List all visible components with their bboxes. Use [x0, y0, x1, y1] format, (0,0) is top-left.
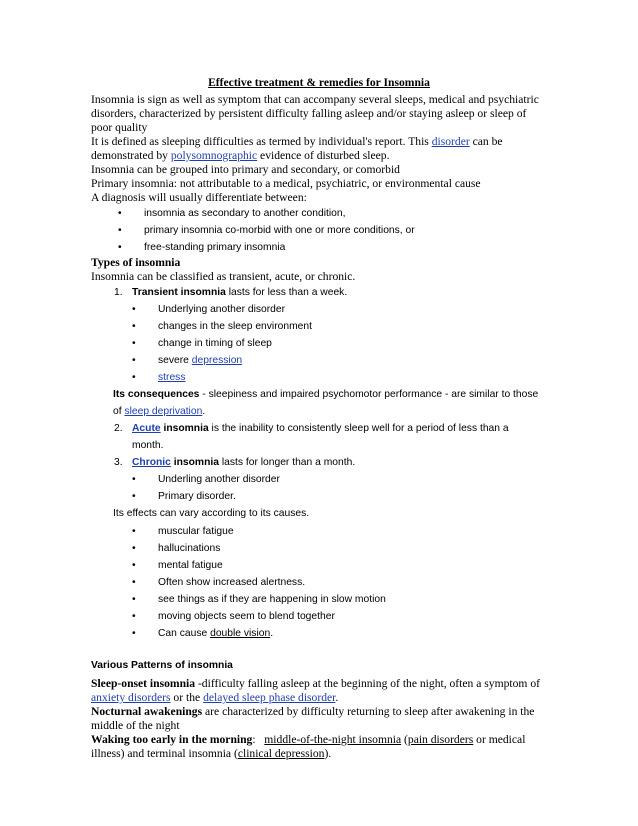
bullet-icon: •	[132, 491, 136, 502]
bullet-icon: •	[132, 304, 136, 315]
list-item: • primary insomnia co-morbid with one or more conditions, or	[118, 225, 415, 236]
bullet-icon: •	[132, 543, 136, 554]
pain-disorders-link[interactable]: pain disorders	[407, 733, 474, 746]
anxiety-disorders-link[interactable]: anxiety disorders	[91, 691, 171, 704]
patterns-heading: Various Patterns of insomnia	[91, 660, 233, 671]
middle-of-night-link[interactable]: middle-of-the-night insomnia	[264, 733, 402, 746]
stress-link[interactable]: stress	[158, 372, 186, 383]
chronic-item: 3. Chronic insomnia lasts for longer than a month.	[114, 457, 356, 468]
types-heading: Types of insomnia	[91, 256, 181, 269]
bullet-icon: •	[118, 242, 122, 253]
diagnosis-line: A diagnosis will usually differentiate between:	[91, 191, 307, 204]
intro-line: Insomnia is sign as well as symptom that can accompany several sleeps, medical and psychiatric	[91, 93, 539, 106]
text: evidence of disturbed sleep.	[257, 149, 390, 162]
list-item: • mental fatigue	[132, 560, 223, 571]
list-item: • change in timing of sleep	[132, 338, 272, 349]
acute-link[interactable]: Acute	[132, 423, 161, 434]
list-item: • Underling another disorder	[132, 474, 280, 485]
types-intro: Insomnia can be classified as transient, acute, or chronic.	[91, 270, 356, 283]
delayed-sleep-phase-link[interactable]: delayed sleep phase disorder	[203, 691, 336, 704]
list-item: • severe depression	[132, 355, 243, 366]
consequences-line: Its consequences - sleepiness and impaired psychomotor performance - are similar to those	[113, 389, 539, 400]
list-item: • hallucinations	[132, 543, 221, 554]
sleep-onset-line: anxiety disorders or the delayed sleep phase disorder.	[91, 691, 339, 704]
list-item: • Primary disorder.	[132, 491, 236, 502]
list-item: • changes in the sleep environment	[132, 321, 312, 332]
bullet-icon: •	[132, 355, 136, 366]
grouping-line: Insomnia can be grouped into primary and secondary, or comorbid	[91, 163, 400, 176]
list-item: • free-standing primary insomnia	[118, 242, 286, 253]
sleep-onset-line: Sleep-onset insomnia -difficulty falling asleep at the beginning of the night, often a symptom of	[91, 677, 540, 690]
list-item: • moving objects seem to blend together	[132, 611, 335, 622]
early-waking-line: illness) and terminal insomnia (clinical depression).	[91, 747, 332, 760]
bullet-icon: •	[132, 372, 136, 383]
disorder-link[interactable]: disorder	[431, 135, 470, 148]
early-waking-line: Waking too early in the morning: middle-of-the-night insomnia (pain disorders or medical	[91, 733, 526, 746]
polysomnographic-link[interactable]: polysomnographic	[170, 149, 258, 162]
page-title: Effective treatment & remedies for Insomnia	[208, 76, 430, 89]
intro-line: disorders, characterized by persistent difficulty falling asleep and/or staying asleep or sleep of	[91, 107, 527, 120]
list-item: • insomnia as secondary to another condition,	[118, 208, 346, 219]
list-item: • Can cause double vision.	[132, 628, 274, 639]
list-item: • Often show increased alertness.	[132, 577, 306, 588]
bullet-icon: •	[132, 560, 136, 571]
bullet-icon: •	[132, 321, 136, 332]
bullet-icon: •	[118, 208, 122, 219]
effects-intro: Its effects can vary according to its causes.	[113, 508, 310, 519]
bullet-icon: •	[118, 225, 122, 236]
double-vision-link[interactable]: double vision	[210, 628, 271, 639]
text: It is defined as sleeping difficulties as termed by individual's report. This	[91, 135, 432, 148]
consequences-line: of sleep deprivation.	[113, 406, 206, 417]
intro-line: poor quality	[91, 121, 148, 134]
depression-link[interactable]: depression	[191, 355, 243, 366]
bullet-icon: •	[132, 474, 136, 485]
list-item: • see things as if they are happening in slow motion	[132, 594, 386, 605]
bullet-icon: •	[132, 611, 136, 622]
acute-item-continued: month.	[132, 440, 164, 451]
nocturnal-line: Nocturnal awakenings are characterized by difficulty returning to sleep after awakening in the	[91, 705, 535, 718]
bullet-icon: •	[132, 526, 136, 537]
bullet-icon: •	[132, 577, 136, 588]
acute-item: 2. Acute insomnia is the inability to consistently sleep well for a period of less than a	[114, 423, 509, 434]
text: can be	[469, 135, 503, 148]
bullet-icon: •	[132, 594, 136, 605]
definition-line	[91, 135, 503, 149]
primary-insomnia-line: Primary insomnia: not attributable to a medical, psychiatric, or environmental cause	[91, 177, 481, 190]
list-item	[132, 371, 185, 385]
transient-item: 1. Transient insomnia lasts for less than a week.	[114, 287, 348, 298]
clinical-depression-link[interactable]: clinical depression	[237, 747, 325, 760]
definition-line	[91, 149, 389, 163]
nocturnal-line: middle of the night	[91, 719, 180, 732]
bullet-icon: •	[132, 338, 136, 349]
list-item: • Underlying another disorder	[132, 304, 286, 315]
bullet-icon: •	[132, 628, 136, 639]
list-item: • muscular fatigue	[132, 526, 234, 537]
chronic-link[interactable]: Chronic	[132, 457, 171, 468]
sleep-deprivation-link[interactable]: sleep deprivation	[124, 406, 203, 417]
text: demonstrated by	[91, 149, 171, 162]
